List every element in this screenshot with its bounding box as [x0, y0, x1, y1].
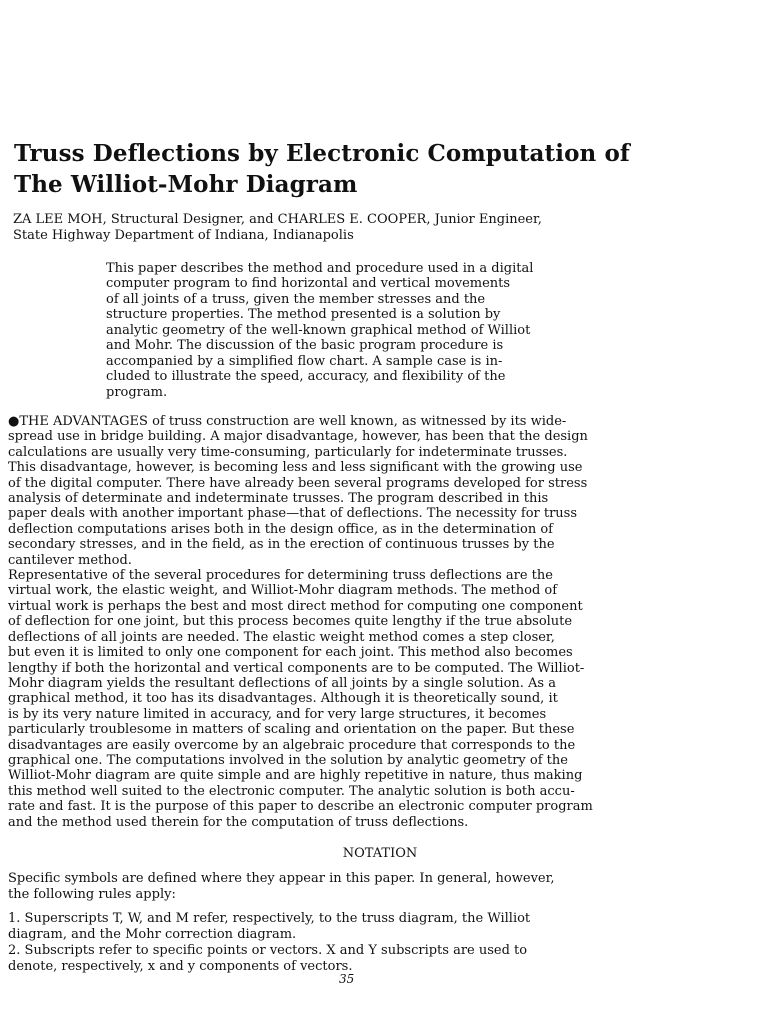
abstract-line: analytic geometry of the well-known graphical method of Williot [106, 322, 531, 338]
abstract-line: computer program to find horizontal and vertical movements [106, 276, 511, 292]
body-line: rate and fast. It is the purpose of this paper to describe an electronic computer program [8, 799, 593, 815]
body-line: Mohr diagram yields the resultant deflections of all joints by a single solution. As a [8, 675, 556, 691]
notation-line: 2. Subscripts refer to specific points or vectors. X and Y subscripts are used to [8, 943, 528, 958]
body-line: analysis of determinate and indeterminate trusses. The program described in this [8, 491, 549, 507]
body-line: graphical method, it too has its disadvantages. Although it is theoretically sound, it [8, 691, 558, 707]
title-line: Truss Deflections by Electronic Computation of [14, 140, 630, 167]
notation-line: diagram, and the Mohr correction diagram. [8, 927, 297, 942]
paper-title [14, 138, 754, 200]
body-line-text: THE ADVANTAGES of truss construction are well known, as witnessed by its wide- [19, 414, 567, 429]
body-line: paper deals with another important phase—that of deflections. The necessity for truss [8, 506, 578, 522]
body-line: but even it is limited to only one component for each joint. This method also becomes [8, 645, 573, 661]
body-line: spread use in bridge building. A major disadvantage, however, has been that the design [8, 429, 588, 445]
abstract-line: and Mohr. The discussion of the basic program procedure is [106, 338, 504, 354]
body-line: deflection computations arises both in the design office, as in the determination of [8, 521, 553, 537]
author-line: State Highway Department of Indiana, Indianapolis [13, 228, 354, 243]
abstract-line: program. [106, 384, 168, 400]
notation-line: 1. Superscripts T, W, and M refer, respectively, to the truss diagram, the Williot [8, 911, 531, 926]
notation-line: the following rules apply: [8, 887, 176, 902]
body-line: virtual work, the elastic weight, and Williot-Mohr diagram methods. The method of [8, 583, 558, 599]
abstract-line: This paper describes the method and procedure used in a digital [106, 261, 534, 276]
author-affiliation [13, 212, 753, 244]
spacer [8, 903, 753, 911]
body-line: of the digital computer. There have already been several programs developed for stress [8, 475, 588, 491]
body-line: particularly troublesome in matters of scaling and orientation on the paper. But these [8, 722, 575, 738]
abstract-line: cluded to illustrate the speed, accuracy, and flexibility of the [106, 369, 506, 385]
page-number: 35 [339, 972, 355, 986]
abstract [106, 261, 666, 400]
notation-line: denote, respectively, x and y components of vectors. [8, 959, 353, 974]
body-line: this method well suited to the electronic computer. The analytic solution is both accu- [8, 783, 575, 799]
notation-heading: NOTATION [342, 846, 418, 861]
body-line-first [8, 414, 753, 429]
body-line: and the method used therein for the computation of truss deflections. [8, 814, 469, 830]
abstract-line: of all joints of a truss, given the member stresses and the [106, 291, 486, 307]
title-line: The Williot-Mohr Diagram [14, 171, 358, 198]
notation-section [8, 871, 753, 975]
author-line: ZA LEE MOH, Structural Designer, and CHARLES E. COOPER, Junior Engineer, [13, 212, 542, 227]
body-line: deflections of all joints are needed. The elastic weight method comes a step closer, [8, 629, 555, 645]
body-line: This disadvantage, however, is becoming less and less significant with the growing use [8, 460, 583, 476]
body-line: virtual work is perhaps the best and most direct method for computing one component [8, 598, 583, 614]
body-line: disadvantages are easily overcome by an algebraic procedure that corresponds to the [8, 737, 576, 753]
body-line: of deflection for one joint, but this process becomes quite lengthy if the true absolute [8, 614, 573, 630]
body-line: secondary stresses, and in the field, as in the erection of continuous trusses by the [8, 537, 555, 553]
abstract-line: structure properties. The method presented is a solution by [106, 307, 501, 323]
abstract-line: accompanied by a simplified flow chart. A sample case is in- [106, 353, 503, 369]
body-line: calculations are usually very time-consuming, particularly for indeterminate trusses. [8, 444, 568, 460]
body-line: graphical one. The computations involved in the solution by analytic geometry of the [8, 752, 568, 768]
body-line: Representative of the several procedures for determining truss deflections are the [8, 568, 553, 584]
body-line: lengthy if both the horizontal and vertical components are to be computed. The Williot- [8, 660, 585, 676]
body-line: Williot-Mohr diagram are quite simple and are highly repetitive in nature, thus making [8, 768, 583, 784]
body-text [8, 414, 753, 830]
bullet-icon: ● [8, 414, 20, 429]
body-line: cantilever method. [8, 552, 132, 568]
notation-line: Specific symbols are defined where they appear in this paper. In general, however, [8, 871, 555, 886]
body-line: is by its very nature limited in accuracy, and for very large structures, it becomes [8, 706, 547, 722]
